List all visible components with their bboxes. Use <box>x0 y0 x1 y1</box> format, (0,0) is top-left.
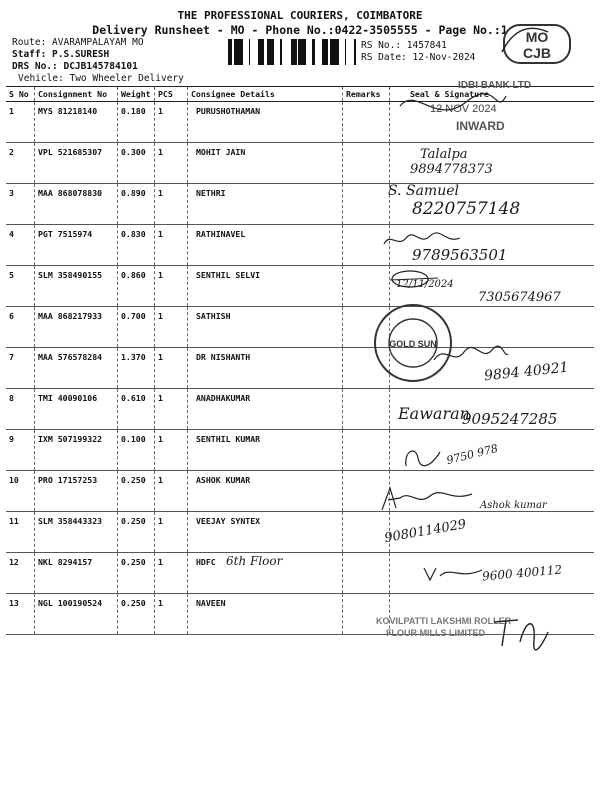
row-consignment-no: TMI 40090106 <box>35 389 118 430</box>
staff-label: Staff: P.S.SURESH <box>12 49 110 60</box>
bank-name-text: IDBI BANK LTD <box>458 80 532 91</box>
row-consignment-no: MAA 868078830 <box>35 184 118 225</box>
row-consignee: SATHISH <box>188 307 343 348</box>
row-pcs: 1 <box>155 184 188 225</box>
row-pcs: 1 <box>155 594 188 635</box>
row-remarks <box>343 102 390 143</box>
col-pcs: PCS <box>155 87 188 102</box>
row-sno: 7 <box>6 348 35 389</box>
row-pcs: 1 <box>155 553 188 594</box>
row-pcs: 1 <box>155 430 188 471</box>
signature-row11-phone: 9080114029 <box>383 516 468 547</box>
row-weight: 0.250 <box>118 512 155 553</box>
runsheet-title: Delivery Runsheet - MO - Phone No.:0422-3505555 - Page No.:1 <box>92 23 508 37</box>
row-consignee: RATHINAVEL <box>188 225 343 266</box>
row-remarks <box>343 512 390 553</box>
row-weight: 0.830 <box>118 225 155 266</box>
col-consignee: Consignee Details <box>188 87 343 102</box>
row-weight: 0.250 <box>118 553 155 594</box>
stamp-cjb-text: CJB <box>522 45 552 61</box>
inward-text: INWARD <box>456 119 505 133</box>
route-label: Route: AVARAMPALAYAM MO <box>12 37 144 48</box>
row-pcs: 1 <box>155 266 188 307</box>
row-consignee: HDFC <box>188 553 343 594</box>
row-weight: 0.860 <box>118 266 155 307</box>
row-sno: 4 <box>6 225 35 266</box>
row-consignee: ASHOK KUMAR <box>188 471 343 512</box>
row-pcs: 1 <box>155 225 188 266</box>
signature-row7-phone: 9894 40921 <box>483 359 570 385</box>
row-consignment-no: PGT 7515974 <box>35 225 118 266</box>
row-weight: 0.610 <box>118 389 155 430</box>
rs-number: RS No.: 1457841 <box>361 40 447 51</box>
row-consignee: NAVEEN <box>188 594 343 635</box>
row-consignment-no: IXM 507199322 <box>35 430 118 471</box>
row-pcs: 1 <box>155 512 188 553</box>
row-remarks <box>343 184 390 225</box>
col-seal-signature: Seal & Signature <box>390 87 595 102</box>
row-sno: 1 <box>6 102 35 143</box>
signature-row10-name: Ashok kumar <box>480 500 547 511</box>
row-weight: 0.700 <box>118 307 155 348</box>
signature-row12-scribble <box>420 562 486 584</box>
row-sno: 5 <box>6 266 35 307</box>
row-consignment-no: NKL 8294157 <box>35 553 118 594</box>
row-sno: 6 <box>6 307 35 348</box>
signature-row9-phone: 9750 978 <box>445 441 500 468</box>
table-row <box>6 143 594 184</box>
row-consignee: MOHIT JAIN <box>188 143 343 184</box>
round-seal-text: GOLD SUN <box>389 339 437 349</box>
signature-row10-scribble <box>376 484 476 514</box>
row12-floor-note: 6th Floor <box>226 554 283 568</box>
row-consignment-no: SLM 358490155 <box>35 266 118 307</box>
row-sno: 9 <box>6 430 35 471</box>
barcode-image <box>228 39 356 65</box>
bank-date-text: 12 NOV 2024 <box>430 103 497 115</box>
row-consignment-no: PRO 17157253 <box>35 471 118 512</box>
row-pcs: 1 <box>155 348 188 389</box>
row-sno: 2 <box>6 143 35 184</box>
stamp-mo-text: MO <box>525 29 549 45</box>
signature-row3-name: S. Samuel <box>388 183 459 199</box>
table-row <box>6 430 594 471</box>
row-sno: 3 <box>6 184 35 225</box>
row-sno: 11 <box>6 512 35 553</box>
row-weight: 0.100 <box>118 430 155 471</box>
signature-row2-phone: 9894778373 <box>410 162 493 177</box>
signature-row4-phone: 9789563501 <box>412 246 508 264</box>
row-sno: 10 <box>6 471 35 512</box>
row-pcs: 1 <box>155 471 188 512</box>
row-consignee: ANADHAKUMAR <box>188 389 343 430</box>
signature-row9-scribble <box>400 444 444 470</box>
drs-number: DRS No.: DCJB145784101 <box>12 61 138 72</box>
signature-row4-scribble <box>380 230 470 250</box>
row-weight: 0.180 <box>118 102 155 143</box>
row-remarks <box>343 389 390 430</box>
row-consignment-no: SLM 358443323 <box>35 512 118 553</box>
row-pcs: 1 <box>155 307 188 348</box>
col-remarks: Remarks <box>343 87 390 102</box>
row-consignment-no: MAA 868217933 <box>35 307 118 348</box>
row-consignee: DR NISHANTH <box>188 348 343 389</box>
row-weight: 0.250 <box>118 594 155 635</box>
row-weight: 0.300 <box>118 143 155 184</box>
rs-date: RS Date: 12-Nov-2024 <box>361 52 476 63</box>
bank-stamp <box>396 76 532 136</box>
signature-row13-scribble <box>490 612 550 652</box>
row-pcs: 1 <box>155 389 188 430</box>
row-remarks <box>343 143 390 184</box>
mo-cjb-stamp <box>500 22 574 66</box>
row-remarks <box>343 553 390 594</box>
row-weight: 1.370 <box>118 348 155 389</box>
signature-row5-phone: 7305674967 <box>478 290 561 305</box>
row-consignee: SENTHIL SELVI <box>188 266 343 307</box>
row-consignee: PURUSHOTHAMAN <box>188 102 343 143</box>
col-weight: Weight <box>118 87 155 102</box>
row-consignment-no: MAA 576578284 <box>35 348 118 389</box>
row-consignee: VEEJAY SYNTEX <box>188 512 343 553</box>
row-sno: 8 <box>6 389 35 430</box>
row-sno: 13 <box>6 594 35 635</box>
row-weight: 0.890 <box>118 184 155 225</box>
signature-row8-phone: 9095247285 <box>462 410 558 428</box>
col-sno: S No <box>6 87 35 102</box>
row-consignment-no: NGL 100190524 <box>35 594 118 635</box>
row-weight: 0.250 <box>118 471 155 512</box>
row-remarks <box>343 594 390 635</box>
row-pcs: 1 <box>155 143 188 184</box>
company-title: THE PROFESSIONAL COURIERS, COIMBATORE <box>177 9 423 22</box>
row-sno: 12 <box>6 553 35 594</box>
signature-row7-scribble <box>430 340 510 368</box>
row-consignee: SENTHIL KUMAR <box>188 430 343 471</box>
signature-row8-name: Eawaran <box>398 404 470 423</box>
row-pcs: 1 <box>155 102 188 143</box>
table-row <box>6 512 594 553</box>
signature-row2-name: Talalpa <box>420 147 468 162</box>
mill-stamp-line1: KOVILPATTI LAKSHMI ROLLER <box>376 616 512 626</box>
vehicle-label: Vehicle: Two Wheeler Delivery <box>18 73 184 84</box>
row-consignment-no: MYS 81218140 <box>35 102 118 143</box>
signature-row5-scribble <box>388 268 448 290</box>
mill-stamp-line2: FLOUR MILLS LIMITED <box>386 628 485 638</box>
signature-row12-phone: 9600 400112 <box>481 562 563 584</box>
signature-row3-phone: 8220757148 <box>412 199 521 219</box>
signature-row5-date: 12/11/2024 <box>396 279 454 290</box>
col-consignment: Consignment No <box>35 87 118 102</box>
row-consignee: NETHRI <box>188 184 343 225</box>
row-consignment-no: VPL 521685307 <box>35 143 118 184</box>
row-remarks <box>343 430 390 471</box>
